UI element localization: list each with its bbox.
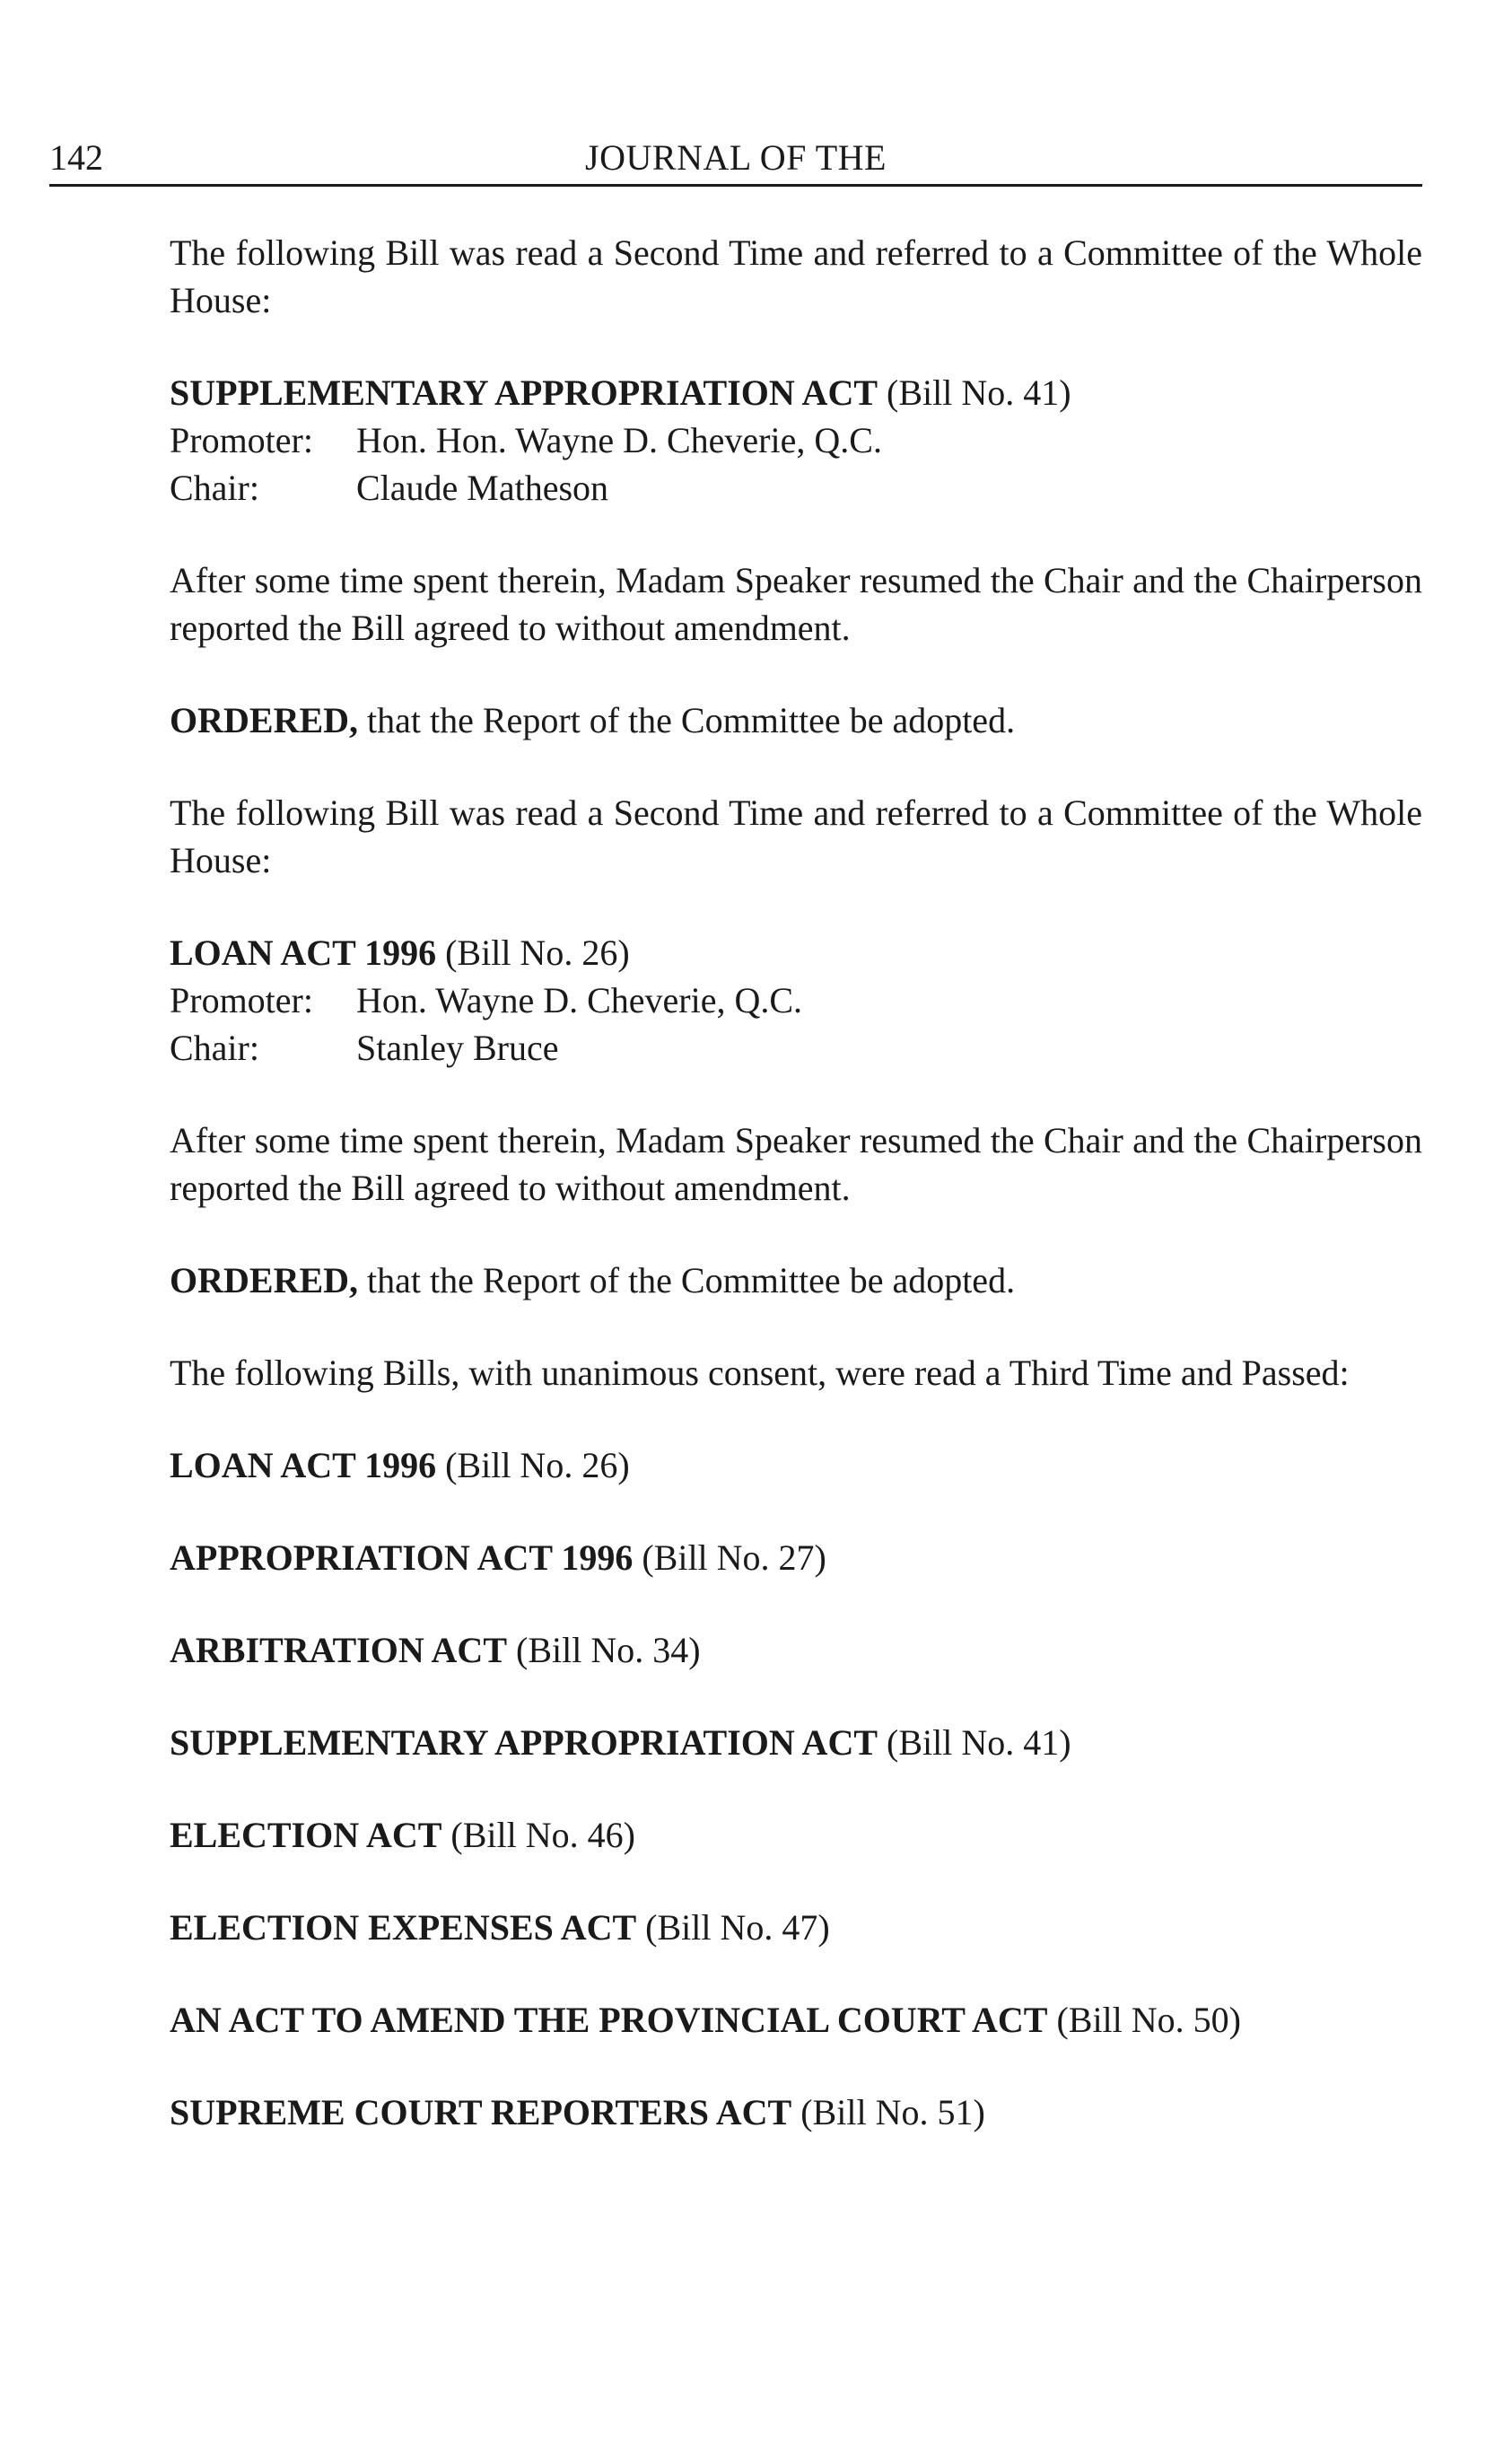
bill-title: LOAN ACT 1996 [170,933,437,973]
ordered-text: that the Report of the Committee be adopted. [367,1260,1016,1300]
third-reading-intro: The following Bills, with unanimous consent, were read a Third Time and Passed: [170,1353,1350,1393]
ordered-word: ORDERED, [170,1260,359,1300]
section1-ordered [170,696,1422,744]
section2-report: After some time spent therein, Madam Speaker resumed the Chair and the Chairperson reported the Bill agreed to without amendment. [170,1120,1422,1208]
list-item [170,1996,1422,2044]
section1-intro: The following Bill was read a Second Time and referred to a Committee of the Whole House: [170,232,1422,320]
promoter-label: Promoter: [170,420,313,460]
bill-number: (Bill No. 41) [887,372,1071,413]
bill-title: SUPPLEMENTARY APPROPRIATION ACT [170,1722,878,1763]
bill-number: (Bill No. 26) [445,933,630,973]
list-item [170,1811,1422,1859]
list-item [170,1534,1422,1581]
chair-label: Chair: [170,1028,259,1068]
section1-bill-heading [170,369,1422,416]
promoter-name: Hon. Hon. Wayne D. Cheverie, Q.C. [356,420,882,460]
bill-title: APPROPRIATION ACT 1996 [170,1537,634,1578]
promoter-name: Hon. Wayne D. Cheverie, Q.C. [356,980,803,1020]
bill-title: SUPREME COURT REPORTERS ACT [170,2092,792,2132]
chair-label: Chair: [170,468,259,508]
running-head: JOURNAL OF THE [585,137,887,178]
list-item [170,1719,1422,1766]
bill-number: (Bill No. 27) [642,1537,826,1578]
page-header [49,133,1422,183]
bill-title: ARBITRATION ACT [170,1630,507,1670]
bill-title: AN ACT TO AMEND THE PROVINCIAL COURT ACT [170,2000,1048,2040]
bill-number: (Bill No. 47) [645,1907,830,1948]
section1-bill-block [170,369,1422,512]
section2-intro: The following Bill was read a Second Time and referred to a Committee of the Whole House: [170,792,1422,880]
section1-chair-row [170,464,1422,512]
bill-number: (Bill No. 46) [450,1815,635,1855]
bill-number: (Bill No. 41) [887,1722,1071,1763]
list-item [170,1626,1422,1674]
section2-promoter-row [170,976,1422,1024]
section2-chair-row [170,1024,1422,1072]
ordered-word: ORDERED, [170,700,359,740]
passed-bills-list [170,1441,1422,2136]
bill-title: ELECTION EXPENSES ACT [170,1907,637,1948]
promoter-label: Promoter: [170,980,313,1020]
bill-number: (Bill No. 50) [1056,2000,1241,2040]
list-item [170,2088,1422,2136]
journal-content [170,229,1422,2181]
list-item [170,1441,1422,1489]
section2-bill-block [170,929,1422,1072]
bill-number: (Bill No. 34) [516,1630,701,1670]
list-item [170,1904,1422,1951]
bill-title: LOAN ACT 1996 [170,1445,437,1485]
section1-promoter-row [170,416,1422,464]
section2-ordered [170,1257,1422,1304]
section1-report: After some time spent therein, Madam Speaker resumed the Chair and the Chairperson reported the Bill agreed to without amendment. [170,560,1422,648]
header-rule [49,184,1422,187]
chair-name: Claude Matheson [356,468,609,508]
page-number: 142 [49,137,103,178]
bill-title: ELECTION ACT [170,1815,442,1855]
bill-number: (Bill No. 26) [445,1445,630,1485]
ordered-text: that the Report of the Committee be adopted. [367,700,1016,740]
bill-number: (Bill No. 51) [800,2092,985,2132]
section2-bill-heading [170,929,1422,976]
bill-title: SUPPLEMENTARY APPROPRIATION ACT [170,372,878,413]
chair-name: Stanley Bruce [356,1028,559,1068]
